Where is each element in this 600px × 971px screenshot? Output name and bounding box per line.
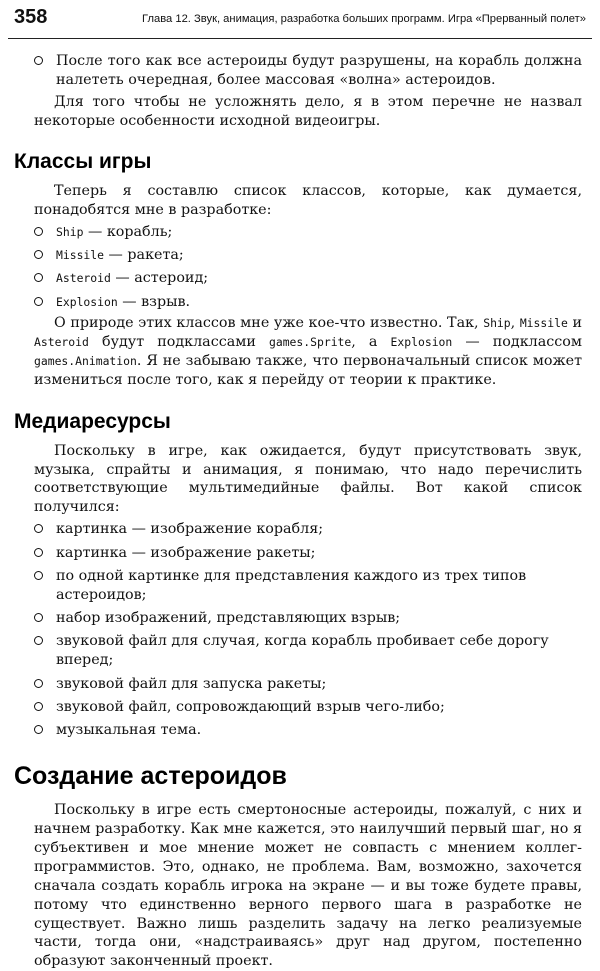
bullet-icon (34, 56, 43, 65)
list-item (34, 246, 582, 265)
section-heading-asteroids: Создание астероидов (14, 762, 287, 791)
media-item: по одной картинке для представления каждого из трех типов астероидов; (56, 567, 527, 603)
page-content (14, 52, 582, 971)
list-item (34, 293, 582, 312)
bullet-icon (34, 636, 43, 645)
code-missile: Missile (519, 316, 568, 331)
code-ship: Ship (483, 316, 511, 331)
class-desc: — взрыв. (117, 293, 191, 310)
asteroids-paragraph: Поскольку в игре есть смертоносные астероиды, пожалуй, с них и начнем разработку. Как мне кажется, это наилучший первый шаг, но я субъективен и мое мнение может не совпасть с мнением коллег-программистов. Это, однако, не проблема. Вам, возможно, захочется сначала создать корабль игрока на экране — и вы тоже будете правы, потому что единственно верного первого шага в разработке не существует. Важно лишь разделить задачу на легко реализуемые части, тогда они, «надстраиваясь» друг над другом, постепенно образуют законченный проект. (34, 802, 582, 970)
list-item (34, 698, 582, 717)
bullet-icon (34, 273, 43, 282)
list-item (34, 632, 582, 670)
bullet-icon (34, 227, 43, 236)
list-item (34, 721, 582, 740)
class-desc: — ракета; (104, 247, 184, 264)
media-item: звуковой файл, сопровождающий взрыв чего-либо; (56, 698, 445, 715)
media-item: набор изображений, представляющих взрыв; (56, 610, 401, 627)
section-heading-media: Медиаресурсы (14, 409, 171, 433)
media-item: картинка — изображение корабля; (56, 521, 324, 538)
list-item (34, 520, 582, 539)
media-item: звуковой файл для случая, когда корабль пробивает себе дорогу вперед; (56, 633, 549, 669)
bullet-icon (34, 571, 43, 580)
list-item (34, 544, 582, 563)
code-games-animation: games.Animation (34, 353, 137, 368)
class-name: Asteroid (56, 271, 111, 286)
intro-bullet-text: После того как все астероиды будут разрушены, на корабль должна налететь очередная, более массовая «волна» астероидов. (56, 53, 582, 88)
bullet-icon (34, 613, 43, 622)
bullet-icon (34, 725, 43, 734)
list-item (34, 567, 582, 605)
page-header (8, 4, 592, 39)
running-title: Глава 12. Звук, анимация, разработка больших программ. Игра «Прерванный полет» (142, 13, 586, 25)
code-asteroid: Asteroid (34, 334, 89, 349)
page-number: 358 (14, 6, 48, 28)
bullet-icon (34, 524, 43, 533)
media-item: звуковой файл для запуска ракеты; (56, 675, 327, 692)
list-item (34, 269, 582, 288)
class-name: Explosion (56, 294, 118, 309)
media-intro: Поскольку в игре, как ожидается, будут присутствовать звук, музыка, спрайты и анимация, я понимаю, что надо перечислить соответствующие мультимедийные файлы. Вот какой список получился: (34, 442, 582, 516)
list-item (34, 52, 582, 90)
list-item (34, 675, 582, 694)
class-desc: — астероид; (110, 270, 209, 287)
code-games-sprite: games.Sprite (268, 334, 352, 349)
media-item: музыкальная тема. (56, 722, 202, 739)
list-item (34, 223, 582, 242)
bullet-icon (34, 250, 43, 259)
classes-intro: Теперь я составлю список классов, которые, как думается, понадобятся мне в разработке: (34, 183, 582, 218)
bullet-icon (34, 548, 43, 557)
bullet-icon (34, 297, 43, 306)
media-item: картинка — изображение ракеты; (56, 544, 316, 561)
classes-paragraph: О природе этих классов мне уже кое-что известно. Так, Ship, Missile и Asteroid будут подклассами games.Sprite, а Explosion — подклассом games.Animation. Я не забываю также, что первоначальный список может измениться после того, как я перейду от теории к практике. (34, 315, 582, 388)
section-heading-classes: Классы игры (14, 150, 152, 174)
class-name: Ship (56, 224, 84, 239)
intro-paragraph: Для того чтобы не усложнять дело, я в этом перечне не назвал некоторые особенности исходной видеоигры. (34, 94, 582, 130)
class-desc: — корабль; (83, 223, 173, 240)
class-name: Missile (56, 248, 105, 263)
bullet-icon (34, 679, 43, 688)
bullet-icon (34, 702, 43, 711)
code-explosion: Explosion (390, 334, 453, 349)
list-item (34, 609, 582, 628)
